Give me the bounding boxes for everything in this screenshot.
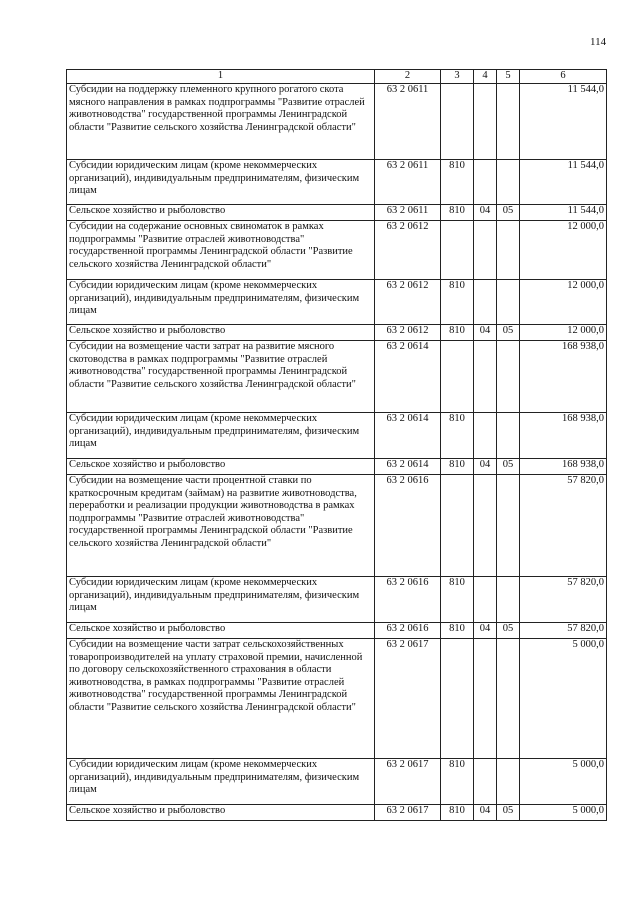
table-row bbox=[67, 577, 607, 623]
item-vr: 810 bbox=[441, 759, 474, 805]
item-pr: 05 bbox=[497, 805, 520, 821]
item-rz bbox=[474, 577, 497, 623]
item-amount: 11 544,0 bbox=[520, 205, 607, 221]
table-row bbox=[67, 639, 607, 759]
item-pr bbox=[497, 639, 520, 759]
item-vr: 810 bbox=[441, 280, 474, 325]
item-pr: 05 bbox=[497, 623, 520, 639]
item-name: Субсидии юридическим лицам (кроме некоммерческих организаций), индивидуальным предпринимателям, физическим лицам bbox=[67, 280, 375, 325]
item-rz bbox=[474, 475, 497, 577]
item-code: 63 2 0612 bbox=[375, 280, 441, 325]
table-row bbox=[67, 805, 607, 821]
item-vr: 810 bbox=[441, 577, 474, 623]
item-rz bbox=[474, 280, 497, 325]
item-code: 63 2 0614 bbox=[375, 413, 441, 459]
item-rz bbox=[474, 759, 497, 805]
item-rz bbox=[474, 341, 497, 413]
item-name: Сельское хозяйство и рыболовство bbox=[67, 459, 375, 475]
item-amount: 5 000,0 bbox=[520, 805, 607, 821]
item-pr bbox=[497, 413, 520, 459]
table-row bbox=[67, 84, 607, 160]
table-row bbox=[67, 221, 607, 280]
table-row bbox=[67, 759, 607, 805]
table-row bbox=[67, 325, 607, 341]
item-amount: 168 938,0 bbox=[520, 341, 607, 413]
item-rz bbox=[474, 639, 497, 759]
item-rz bbox=[474, 160, 497, 205]
item-pr bbox=[497, 221, 520, 280]
item-amount: 5 000,0 bbox=[520, 639, 607, 759]
item-name: Сельское хозяйство и рыболовство bbox=[67, 805, 375, 821]
table-row bbox=[67, 459, 607, 475]
item-name: Сельское хозяйство и рыболовство bbox=[67, 325, 375, 341]
item-code: 63 2 0617 bbox=[375, 639, 441, 759]
item-code: 63 2 0614 bbox=[375, 341, 441, 413]
item-vr: 810 bbox=[441, 623, 474, 639]
item-amount: 12 000,0 bbox=[520, 221, 607, 280]
budget-table bbox=[66, 69, 607, 821]
item-amount: 57 820,0 bbox=[520, 475, 607, 577]
item-amount: 12 000,0 bbox=[520, 325, 607, 341]
item-rz bbox=[474, 221, 497, 280]
item-name: Субсидии юридическим лицам (кроме некоммерческих организаций), индивидуальным предпринимателям, физическим лицам bbox=[67, 577, 375, 623]
item-name: Субсидии юридическим лицам (кроме некоммерческих организаций), индивидуальным предпринимателям, физическим лицам bbox=[67, 759, 375, 805]
item-code: 63 2 0617 bbox=[375, 805, 441, 821]
item-vr bbox=[441, 639, 474, 759]
item-amount: 11 544,0 bbox=[520, 84, 607, 160]
item-vr: 810 bbox=[441, 160, 474, 205]
item-code: 63 2 0616 bbox=[375, 475, 441, 577]
item-vr bbox=[441, 341, 474, 413]
item-code: 63 2 0614 bbox=[375, 459, 441, 475]
item-rz: 04 bbox=[474, 325, 497, 341]
table-row bbox=[67, 475, 607, 577]
item-vr bbox=[441, 475, 474, 577]
item-rz: 04 bbox=[474, 459, 497, 475]
item-pr bbox=[497, 160, 520, 205]
item-amount: 168 938,0 bbox=[520, 413, 607, 459]
table-row bbox=[67, 280, 607, 325]
item-name: Субсидии на возмещение части затрат сельскохозяйственных товаропроизводителей на уплату страховой премии, начисленной по договору сельскохозяйственного страхования в области животноводства, в рамках подпрограммы "Развитие отраслей животноводства" государственной программы Ленинградской области "Развитие сельского хозяйства Ленинградской области" bbox=[67, 639, 375, 759]
table-header-row bbox=[67, 70, 607, 84]
item-code: 63 2 0617 bbox=[375, 759, 441, 805]
item-name: Субсидии на содержание основных свиноматок в рамках подпрограммы "Развитие отраслей животноводства" государственной программы Ленинградской области "Развитие сельского хозяйства Ленинградской области" bbox=[67, 221, 375, 280]
item-code: 63 2 0612 bbox=[375, 221, 441, 280]
item-rz bbox=[474, 84, 497, 160]
item-vr: 810 bbox=[441, 325, 474, 341]
item-amount: 12 000,0 bbox=[520, 280, 607, 325]
header-cell: 2 bbox=[375, 70, 441, 84]
table-row bbox=[67, 160, 607, 205]
item-vr bbox=[441, 84, 474, 160]
item-vr: 810 bbox=[441, 459, 474, 475]
header-cell: 3 bbox=[441, 70, 474, 84]
item-rz: 04 bbox=[474, 205, 497, 221]
item-pr: 05 bbox=[497, 325, 520, 341]
item-name: Субсидии на поддержку племенного крупного рогатого скота мясного направления в рамках подпрограммы "Развитие отраслей животноводства" государственной программы Ленинградской области "Развитие сельского хозяйства Ленинградской области" bbox=[67, 84, 375, 160]
item-code: 63 2 0612 bbox=[375, 325, 441, 341]
item-name: Сельское хозяйство и рыболовство bbox=[67, 623, 375, 639]
item-pr: 05 bbox=[497, 459, 520, 475]
item-code: 63 2 0616 bbox=[375, 577, 441, 623]
item-code: 63 2 0611 bbox=[375, 84, 441, 160]
item-pr: 05 bbox=[497, 205, 520, 221]
item-code: 63 2 0616 bbox=[375, 623, 441, 639]
item-name: Субсидии на возмещение части процентной ставки по краткосрочным кредитам (займам) на развитие животноводства, переработки и реализации продукции животноводства в рамках подпрограммы "Развитие отраслей животноводства" государственной программы Ленинградской области "Развитие сельского хозяйства Ленинградской области" bbox=[67, 475, 375, 577]
item-pr bbox=[497, 341, 520, 413]
item-vr bbox=[441, 221, 474, 280]
item-amount: 57 820,0 bbox=[520, 623, 607, 639]
item-pr bbox=[497, 84, 520, 160]
item-amount: 57 820,0 bbox=[520, 577, 607, 623]
item-amount: 11 544,0 bbox=[520, 160, 607, 205]
item-pr bbox=[497, 475, 520, 577]
item-vr: 810 bbox=[441, 205, 474, 221]
item-name: Субсидии юридическим лицам (кроме некоммерческих организаций), индивидуальным предпринимателям, физическим лицам bbox=[67, 413, 375, 459]
item-code: 63 2 0611 bbox=[375, 160, 441, 205]
header-cell: 5 bbox=[497, 70, 520, 84]
table-row bbox=[67, 205, 607, 221]
item-rz: 04 bbox=[474, 623, 497, 639]
item-amount: 168 938,0 bbox=[520, 459, 607, 475]
item-vr: 810 bbox=[441, 413, 474, 459]
header-cell: 6 bbox=[520, 70, 607, 84]
item-amount: 5 000,0 bbox=[520, 759, 607, 805]
item-pr bbox=[497, 759, 520, 805]
item-name: Сельское хозяйство и рыболовство bbox=[67, 205, 375, 221]
item-pr bbox=[497, 280, 520, 325]
item-rz bbox=[474, 413, 497, 459]
item-vr: 810 bbox=[441, 805, 474, 821]
page-number: 114 bbox=[590, 36, 607, 48]
item-rz: 04 bbox=[474, 805, 497, 821]
header-cell: 4 bbox=[474, 70, 497, 84]
item-name: Субсидии юридическим лицам (кроме некоммерческих организаций), индивидуальным предпринимателям, физическим лицам bbox=[67, 160, 375, 205]
item-code: 63 2 0611 bbox=[375, 205, 441, 221]
table-row bbox=[67, 623, 607, 639]
table-row bbox=[67, 341, 607, 413]
item-pr bbox=[497, 577, 520, 623]
item-name: Субсидии на возмещение части затрат на развитие мясного скотоводства в рамках подпрограммы "Развитие отраслей животноводства" государственной программы Ленинградской области "Развитие сельского хозяйства Ленинградской области" bbox=[67, 341, 375, 413]
header-cell: 1 bbox=[67, 70, 375, 84]
table-row bbox=[67, 413, 607, 459]
